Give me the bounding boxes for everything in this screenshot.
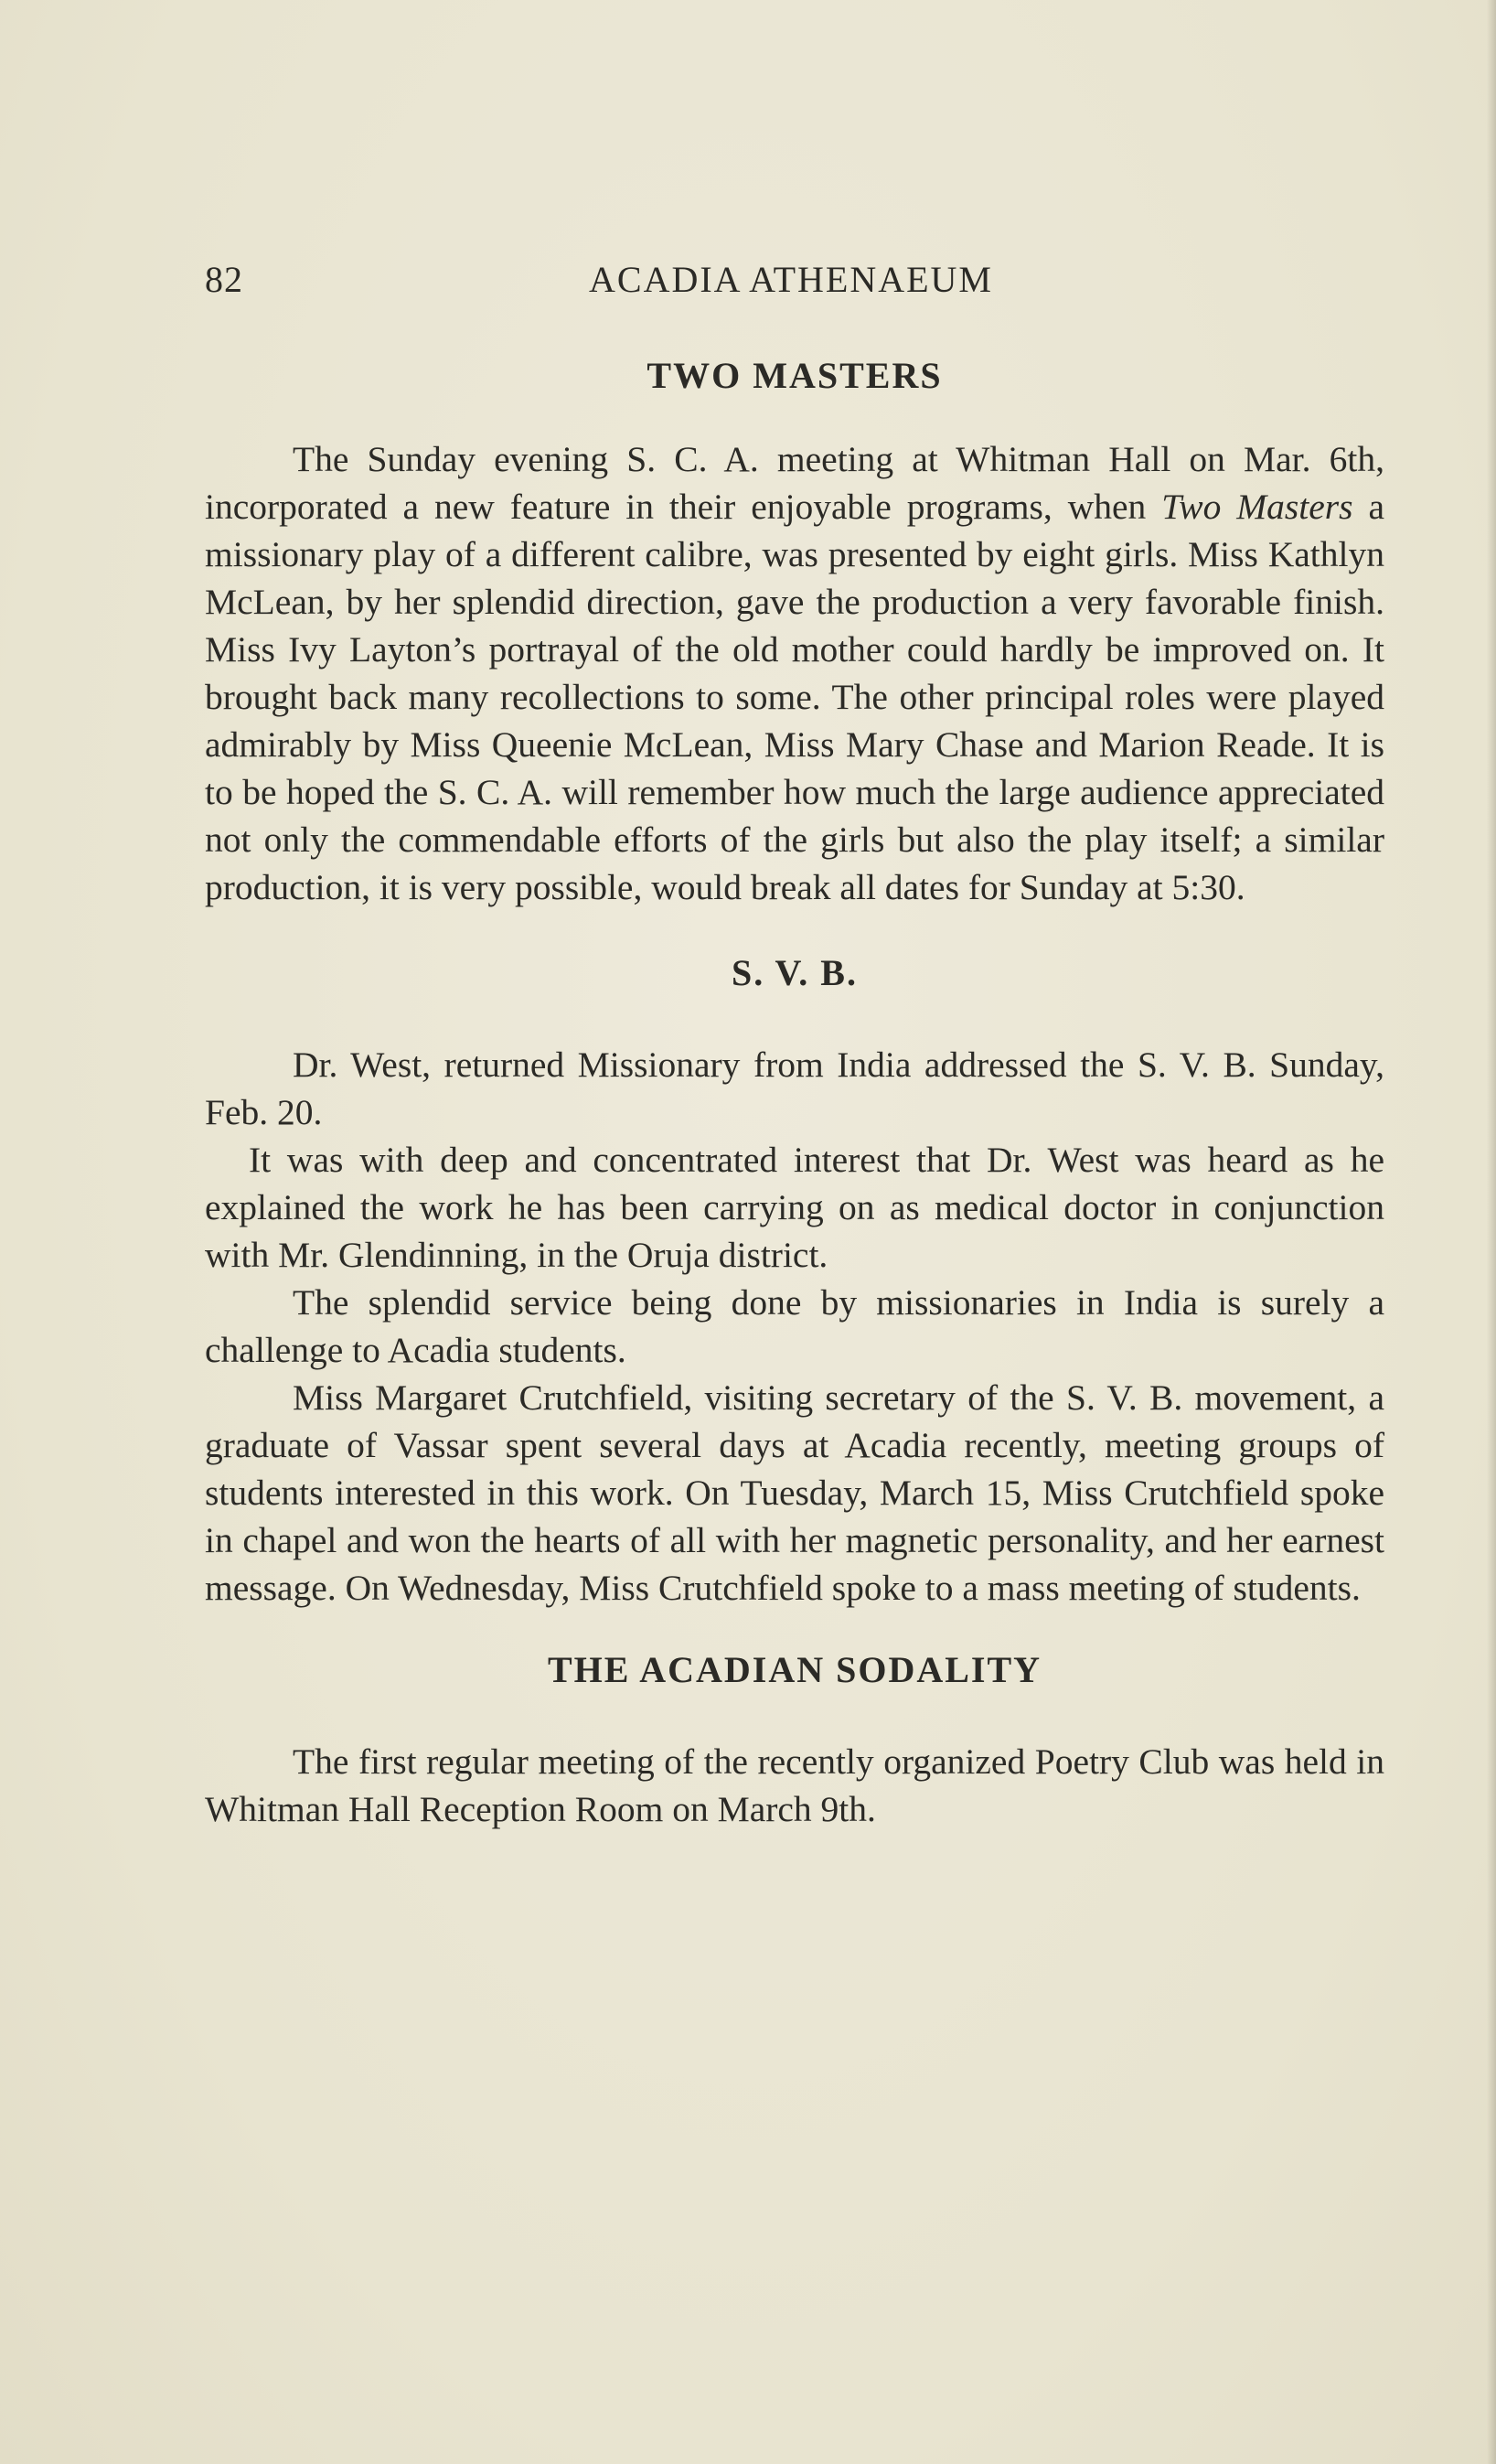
paragraph-acadian-sodality: The first regular meeting of the recently organized Poetry Club was held in Whitman Hall Reception Room on March 9th. [205,1741,1384,1829]
paragraph-svb-4: Miss Margaret Crutchfield, visiting secretary of the S. V. B. movement, a graduate of Vassar spent several days at Acadia recently, meeting groups of students interested in this work. On Tuesday, March 15, Miss Crutchfield spoke in chapel and won the hearts of all with her magnetic personality, and her earnest message. On Wednesday, Miss Crutchfield spoke to a mass meeting of students. [205,1377,1384,1608]
paragraph-text: a missionary play of a different calibre, was presented by eight girls. Miss Kathlyn McLean, by her splendid direction, gave the production a very favorable finish. Miss Ivy Layton’s portrayal of the old mother could hardly be improved on. It brought back many recollections to some. The other principal roles were played admirably by Miss Queenie McLean, Miss Mary Chase and Marion Reade. It is to be hoped the S. C. A. will remember how much the large audience appreciated not only the commendable efforts of the girls but also the play itself; a similar production, it is very possible, would break all dates for Sunday at 5:30. [205,487,1384,907]
running-head [205,258,1384,304]
section-heading-two-masters: TWO MASTERS [646,355,943,396]
paragraph-svb-2: It was with deep and concentrated interest that Dr. West was heard as he explained the work he has been carrying on as medical doctor in conjunction with Mr. Glendinning, in the Oruja district. [205,1140,1384,1275]
section-heading-svb: S. V. B. [732,952,858,993]
paragraph-svb-3: The splendid service being done by missionaries in India is surely a challenge to Acadia students. [205,1282,1384,1370]
journal-title: ACADIA ATHENAEUM [589,259,993,300]
page-number: 82 [205,259,243,300]
page-edge-shadow [1487,0,1496,2464]
paragraph-svb-1: Dr. West, returned Missionary from India addressed the S. V. B. Sunday, Feb. 20. [205,1045,1384,1132]
paragraph-text: The Sunday evening S. C. A. meeting at Whitman Hall on Mar. 6th, incorporated a new feature in their enjoyable programs, when [205,439,1384,527]
section-heading-acadian-sodality: THE ACADIAN SODALITY [547,1649,1042,1690]
paragraph-two-masters [205,435,1384,911]
article-content [205,346,1384,1833]
play-title-italic: Two Masters [1161,487,1353,527]
